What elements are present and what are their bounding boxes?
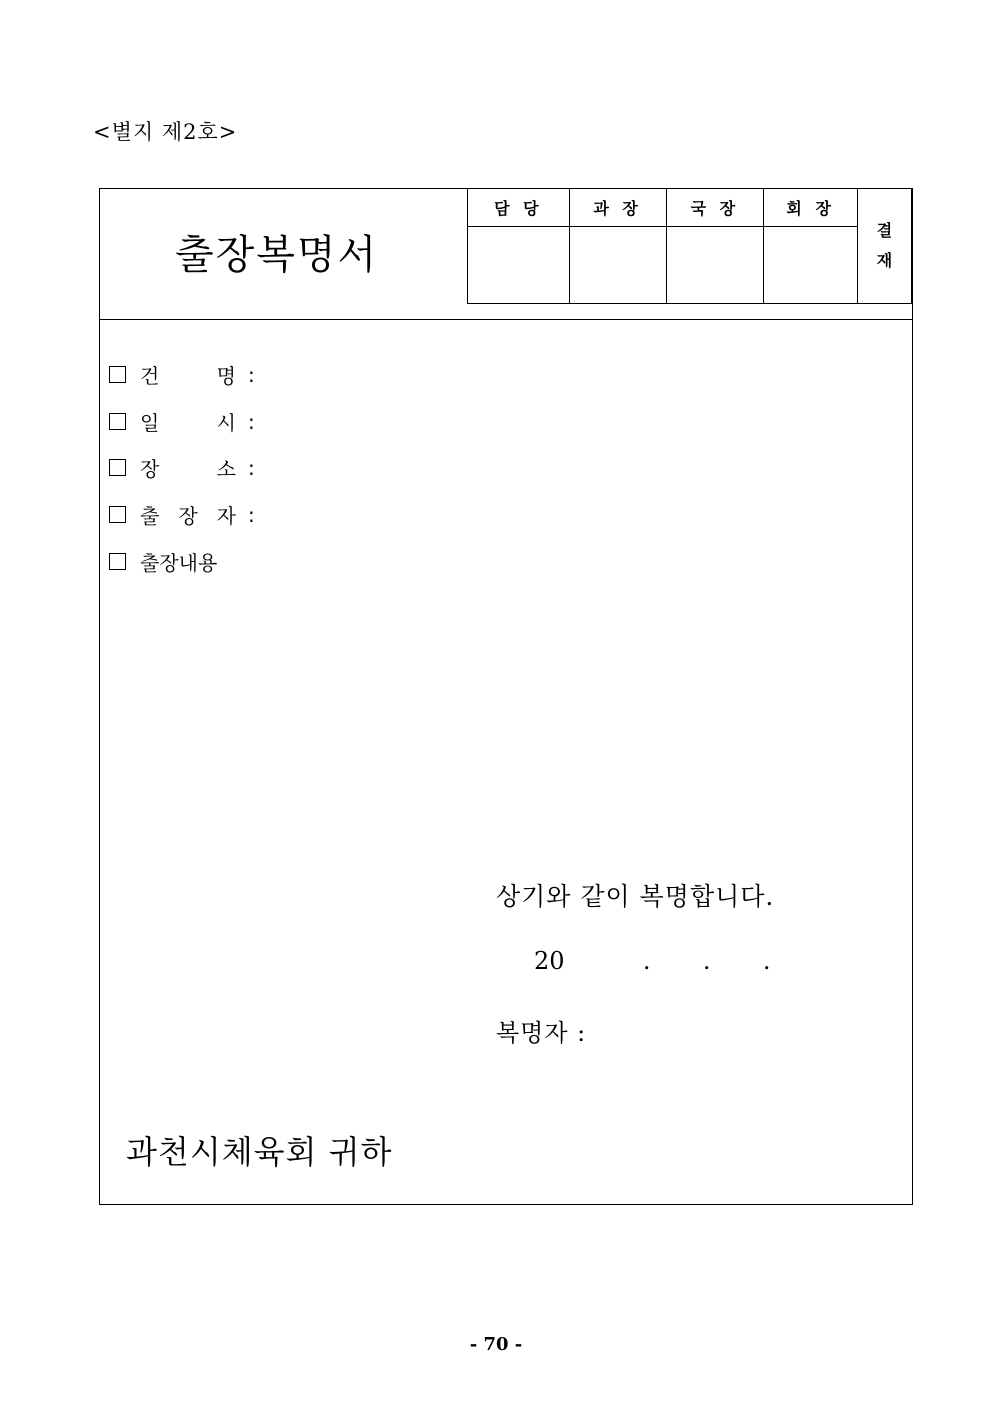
field-trip-content: [109, 547, 217, 576]
date-dot: .: [762, 947, 771, 975]
field-label: 장 소: [140, 457, 236, 481]
signature-box-section-chief[interactable]: [569, 227, 666, 304]
checkbox-icon[interactable]: [109, 413, 126, 430]
signature-box-president[interactable]: [764, 227, 858, 304]
page-number: - 70 -: [469, 1334, 523, 1355]
approval-role-director: 국 장: [666, 189, 764, 227]
field-label: 일 시: [140, 411, 236, 435]
field-datetime: [109, 407, 255, 436]
date-year: 20: [534, 947, 565, 975]
field-label: 건 명: [140, 364, 236, 388]
reporter-label: 복명자 :: [496, 1019, 587, 1047]
approval-role-president: 회 장: [764, 189, 858, 227]
report-date: [534, 947, 771, 975]
addressee: 과천시체육회 귀하: [126, 1133, 393, 1171]
field-label: 출장내용: [140, 551, 218, 575]
approval-side-label-2: 재: [876, 251, 893, 270]
field-subject: [109, 360, 255, 389]
approval-role-staff: 담 당: [468, 189, 570, 227]
signature-box-director[interactable]: [666, 227, 764, 304]
header-divider: [100, 319, 912, 320]
field-colon: :: [248, 502, 255, 527]
checkbox-icon[interactable]: [109, 459, 126, 476]
checkbox-icon[interactable]: [109, 366, 126, 383]
checkbox-icon[interactable]: [109, 553, 126, 570]
report-statement: 상기와 같이 복명합니다.: [496, 882, 775, 911]
document-title: 출장복명서: [175, 232, 379, 278]
field-colon: :: [248, 455, 255, 480]
field-traveler: [109, 500, 255, 529]
field-colon: :: [248, 409, 255, 434]
signature-box-staff[interactable]: [468, 227, 570, 304]
annex-label: <별지 제2호>: [93, 120, 238, 144]
checkbox-icon[interactable]: [109, 506, 126, 523]
approval-side-label-1: 결: [876, 221, 893, 240]
date-dot: .: [642, 947, 651, 975]
field-colon: :: [248, 362, 255, 387]
report-form: [99, 188, 913, 1205]
approval-role-section-chief: 과 장: [569, 189, 666, 227]
approval-side-label: [858, 189, 912, 304]
field-place: [109, 453, 255, 482]
approval-table: [467, 188, 912, 304]
date-dot: .: [702, 947, 711, 975]
field-label: 출 장 자: [140, 504, 236, 528]
